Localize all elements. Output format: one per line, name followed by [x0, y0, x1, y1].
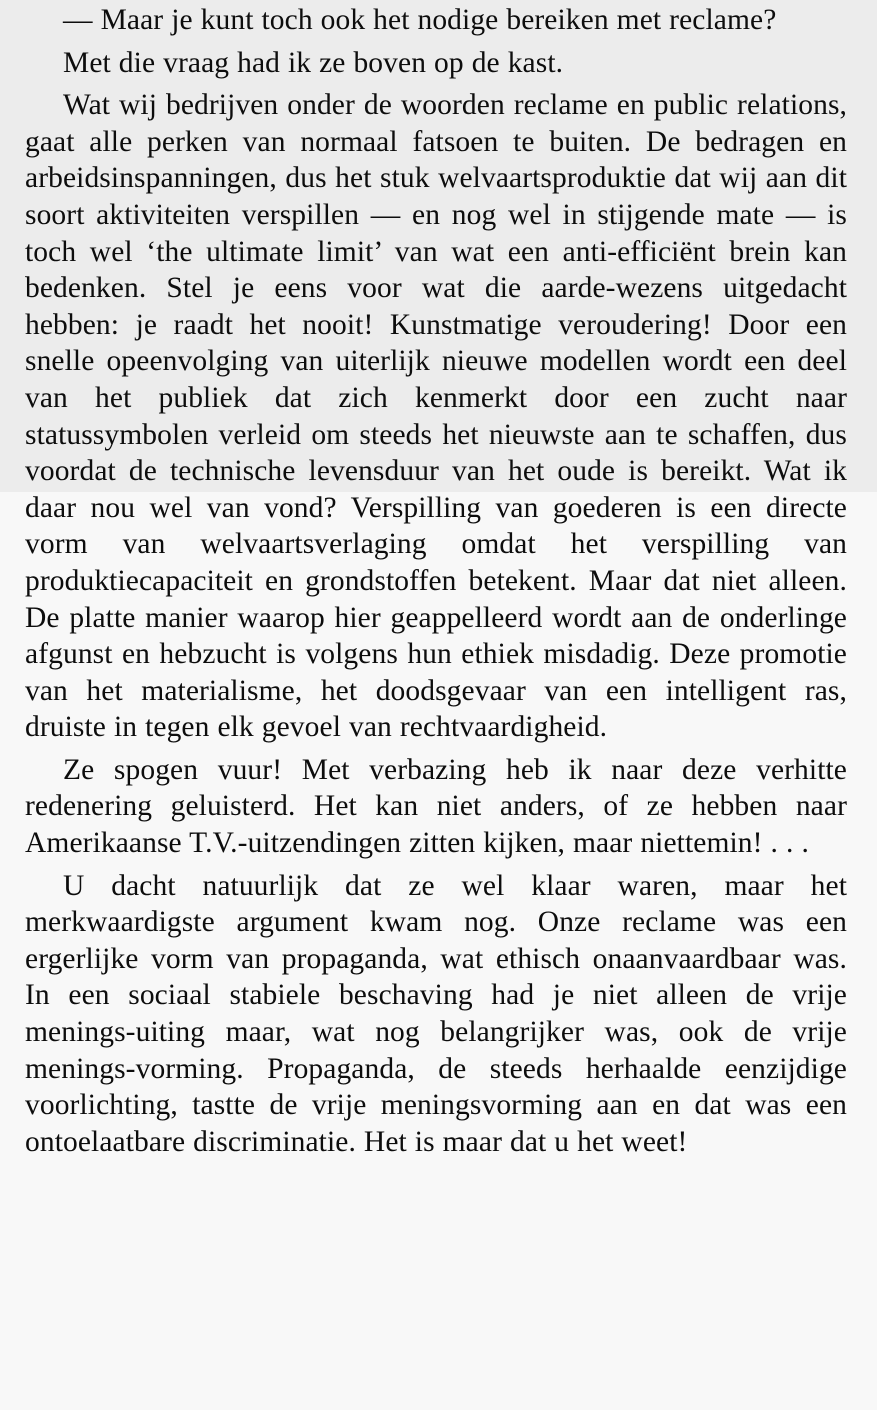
body-text — [25, 2, 847, 1160]
paragraph-5: U dacht natuurlijk dat ze wel klaar waren, maar het merkwaardigste argument kwam nog. Onze reclame was een ergerlijke vorm van propaganda, wat ethisch onaanvaardbaar was. In een sociaal stabiele beschaving had je niet alleen de vrije menings-uiting maar, wat nog belangrijker was, ook de vrije menings-vorming. Propaganda, de steeds herhaalde eenzijdige voorlichting, tastte de vrije meningsvorming aan en dat was een ontoelaatbare discriminatie. Het is maar dat u het weet! — [25, 869, 847, 1158]
paragraph-4: Ze spogen vuur! Met verbazing heb ik naar deze verhitte redenering geluisterd. Het kan niet anders, of ze hebben naar Amerikaanse T.V.-uitzendingen zitten kijken, maar niettemin! . . . — [25, 753, 847, 860]
paragraph-1: — Maar je kunt toch ook het nodige bereiken met reclame? — [63, 4, 777, 36]
paragraph-3: Wat wij bedrijven onder de woorden reclame en public relations, gaat alle perken van normaal fatsoen te buiten. De bedragen en arbeidsinspanningen, dus het stuk welvaartsproduktie dat wij aan dit soort aktiviteiten verspillen — en nog wel in stijgende mate — is toch wel ‘the ultimate limit’ van wat een anti-efficiënt brein kan bedenken. Stel je eens voor wat die aarde-wezens uitgedacht hebben: je raadt het nooit! Kunstmatige veroudering! Door een snelle opeenvolging van uiterlijk nieuwe modellen wordt een deel van het publiek dat zich kenmerkt door een zucht naar statussymbolen verleid om steeds het nieuwste aan te schaffen, dus voordat de technische levensduur van het oude is bereikt. Wat ik daar nou wel van vond? Verspilling van goederen is een directe vorm van welvaartsverlaging omdat het verspilling van produktiecapaciteit en grondstoffen betekent. Maar dat niet alleen. De platte manier waarop hier geappelleerd wordt aan de onderlinge afgunst en hebzucht is volgens hun ethiek misdadig. Deze promotie van het materialisme, het doodsgevaar van een intelligent ras, druiste in tegen elk gevoel van rechtvaardigheid. — [25, 89, 847, 744]
paragraph-2: Met die vraag had ik ze boven op de kast. — [63, 46, 564, 79]
